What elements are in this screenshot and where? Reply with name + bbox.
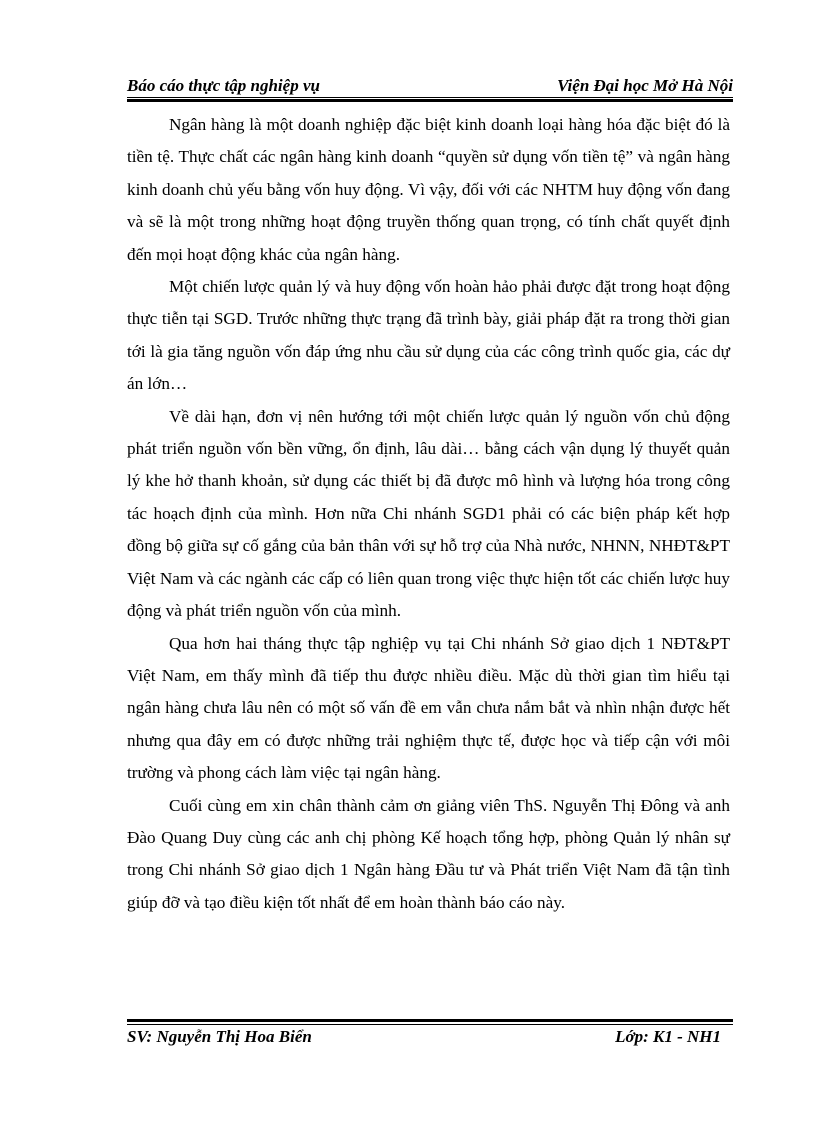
body-text	[127, 109, 730, 919]
page-header	[127, 74, 733, 98]
header-rule-thick	[127, 99, 733, 102]
footer-class: Lớp: K1 - NH1	[615, 1027, 721, 1046]
header-report-title: Báo cáo thực tập nghiệp vụ	[127, 76, 320, 95]
footer-rule-thick	[127, 1019, 733, 1022]
paragraph: Ngân hàng là một doanh nghiệp đặc biệt kinh doanh loại hàng hóa đặc biệt đó là tiền tệ. Thực chất các ngân hàng kinh doanh “quyền sử dụng vốn tiền tệ” và ngân hàng kinh doanh chủ yếu bằng vốn huy động. Vì vậy, đối với các NHTM huy động vốn đang và sẽ là một trong những hoạt động truyền thống quan trọng, có tính chất quyết định đến mọi hoạt động khác của ngân hàng.	[127, 115, 730, 264]
header-institution: Viện Đại học Mở Hà Nội	[557, 76, 733, 95]
paragraph: Một chiến lược quản lý và huy động vốn hoàn hảo phải được đặt trong hoạt động thực tiễn tại SGD. Trước những thực trạng đã trình bày, giải pháp đặt ra trong thời gian tới là gia tăng nguồn vốn đáp ứng nhu cầu sử dụng của các công trình quốc gia, các dự án lớn…	[127, 277, 730, 394]
paragraph: Về dài hạn, đơn vị nên hướng tới một chiến lược quản lý nguồn vốn chủ động phát triển nguồn vốn bền vững, ổn định, lâu dài… bằng cách vận dụng lý thuyết quản lý khe hở thanh khoản, sử dụng các thiết bị đã được mô hình và lượng hóa trong công tác hoạch định của mình. Hơn nữa Chi nhánh SGD1 phải có các biện pháp kết hợp đồng bộ giữa sự cố gắng của bản thân với sự hỗ trợ của Nhà nước, NHNN, NHĐT&PT Việt Nam và các ngành các cấp có liên quan trong việc thực hiện tốt các chiến lược huy động và phát triển nguồn vốn của mình.	[127, 406, 730, 621]
paragraph: Cuối cùng em xin chân thành cảm ơn giảng viên ThS. Nguyễn Thị Đông và anh Đào Quang Duy cùng các anh chị phòng Kế hoạch tổng hợp, phòng Quản lý nhân sự trong Chi nhánh Sở giao dịch 1 Ngân hàng Đầu tư và Phát triển Việt Nam đã tận tình giúp đỡ và tạo điều kiện tốt nhất để em hoàn thành báo cáo này.	[127, 795, 730, 912]
header-rule-thin	[127, 97, 733, 98]
paragraph: Qua hơn hai tháng thực tập nghiệp vụ tại Chi nhánh Sở giao dịch 1 NĐT&PT Việt Nam, em thấy mình đã tiếp thu được nhiều điều. Mặc dù thời gian tìm hiểu tại ngân hàng chưa lâu nên có một số vấn đề em vẫn chưa nắm bắt và nhìn nhận được hết nhưng qua đây em có được những trải nghiệm thực tế, được học và tiếp cận với môi trường và phong cách làm việc tại ngân hàng.	[127, 633, 730, 783]
footer-student-name: SV: Nguyễn Thị Hoa Biển	[127, 1027, 312, 1046]
page-footer	[127, 1025, 733, 1049]
